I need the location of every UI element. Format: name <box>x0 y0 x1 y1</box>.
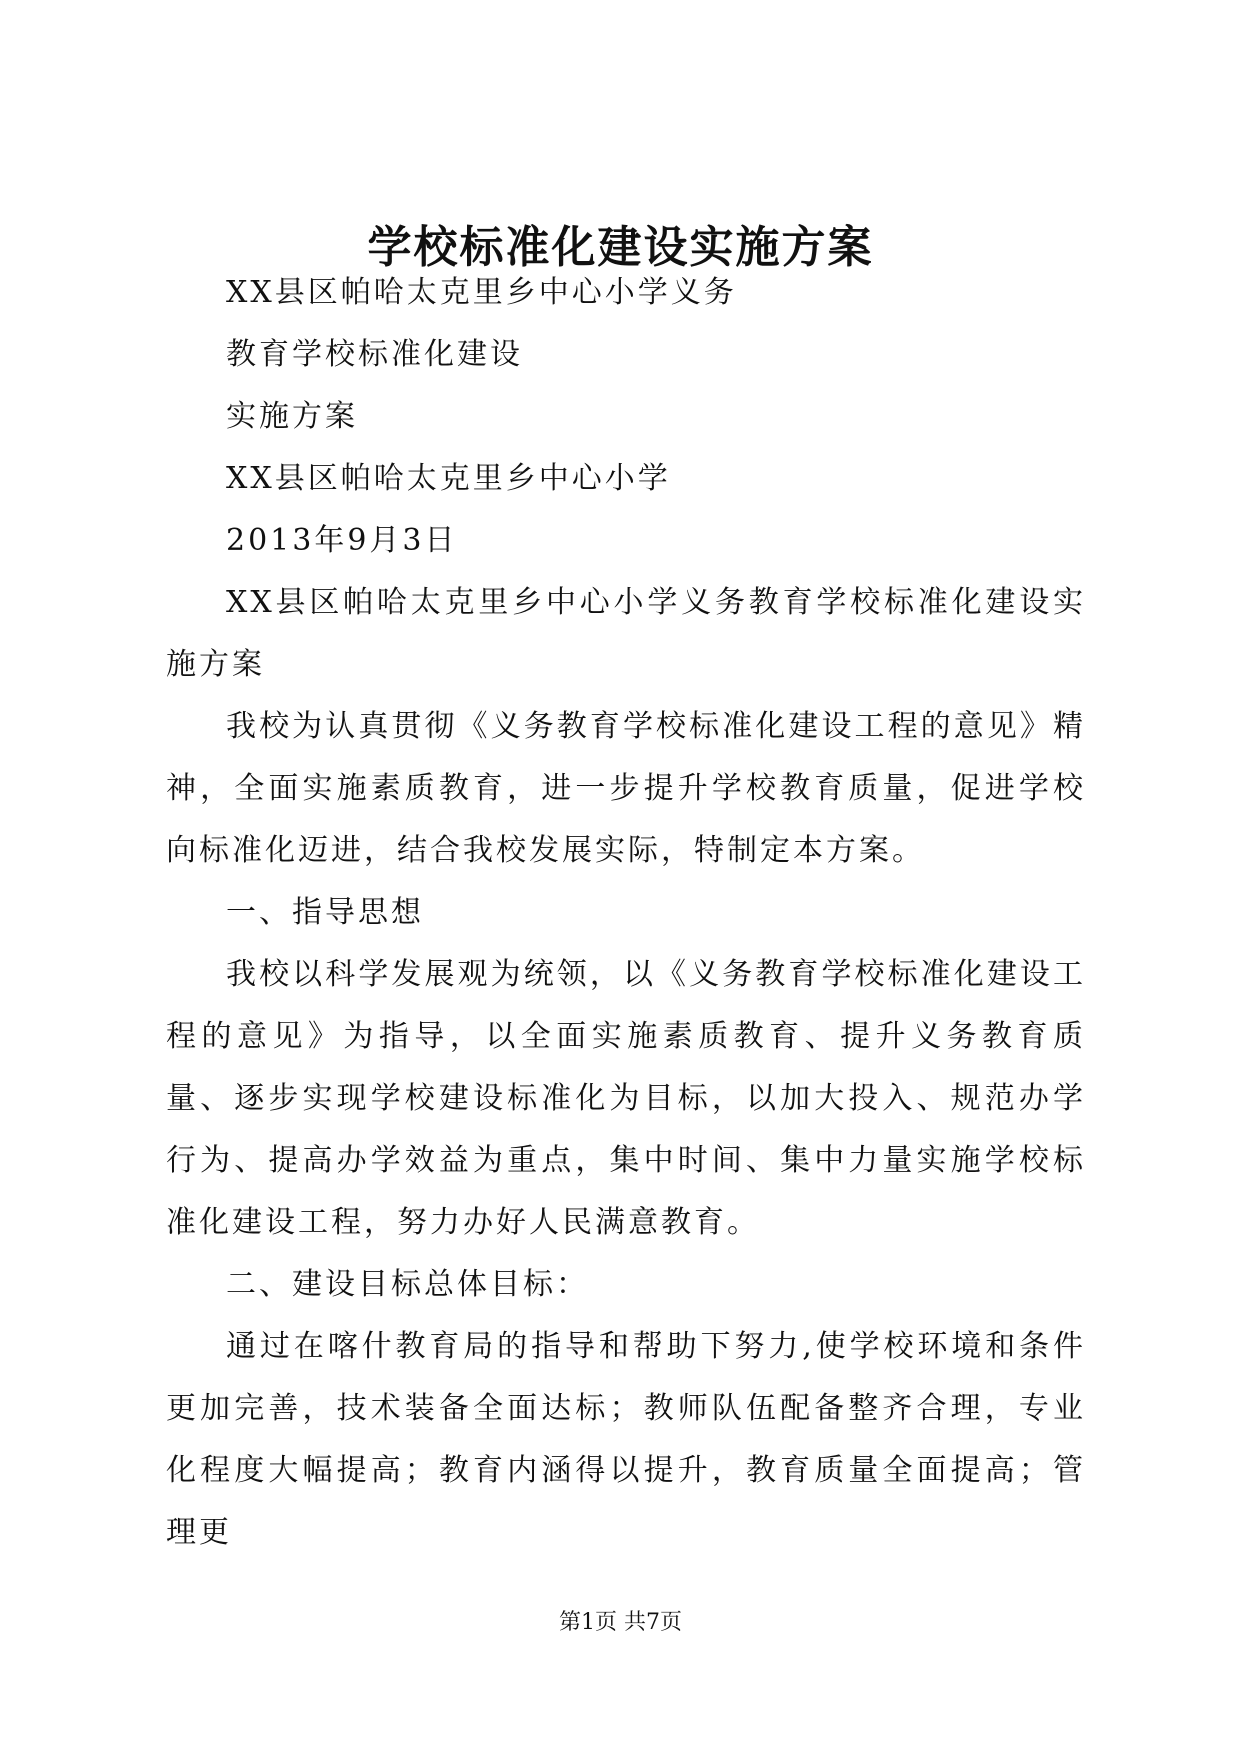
section-heading-guiding-ideology: 一、指导思想 <box>226 895 424 930</box>
paragraph-organization: XX县区帕哈太克里乡中心小学 <box>226 461 671 496</box>
paragraph-date: 2013年9月3日 <box>226 523 458 558</box>
paragraph-subtitle-line-1: XX县区帕哈太克里乡中心小学义务 <box>226 275 737 310</box>
paragraph-construction-goals: 通过在喀什教育局的指导和帮助下努力,使学校环境和条件更加完善，技术装备全面达标；教师队伍配备整齐合理，专业化程度大幅提高；教育内涵得以提升，教育质量全面提高；管理更 <box>166 1329 1086 1550</box>
section-heading-construction-goals: 二、建设目标总体目标： <box>226 1267 589 1302</box>
paragraph-subtitle-line-3: 实施方案 <box>226 399 358 434</box>
document-body <box>166 262 1086 1564</box>
paragraph-subtitle-line-2: 教育学校标准化建设 <box>226 337 523 372</box>
paragraph-guiding-ideology: 我校以科学发展观为统领，以《义务教育学校标准化建设工程的意见》为指导，以全面实施素质教育、提升义务教育质量、逐步实现学校建设标准化为目标，以加大投入、规范办学行为、提高办学效益为重点，集中时间、集中力量实施学校标准化建设工程，努力办好人民满意教育。 <box>166 957 1086 1240</box>
paragraph-plan-heading: XX县区帕哈太克里乡中心小学义务教育学校标准化建设实施方案 <box>166 585 1086 682</box>
paragraph-intro: 我校为认真贯彻《义务教育学校标准化建设工程的意见》精神，全面实施素质教育，进一步提升学校教育质量，促进学校向标准化迈进，结合我校发展实际，特制定本方案。 <box>166 709 1086 868</box>
document-title: 学校标准化建设实施方案 <box>367 222 874 273</box>
page-number-footer: 第1页 共7页 <box>559 1610 682 1635</box>
